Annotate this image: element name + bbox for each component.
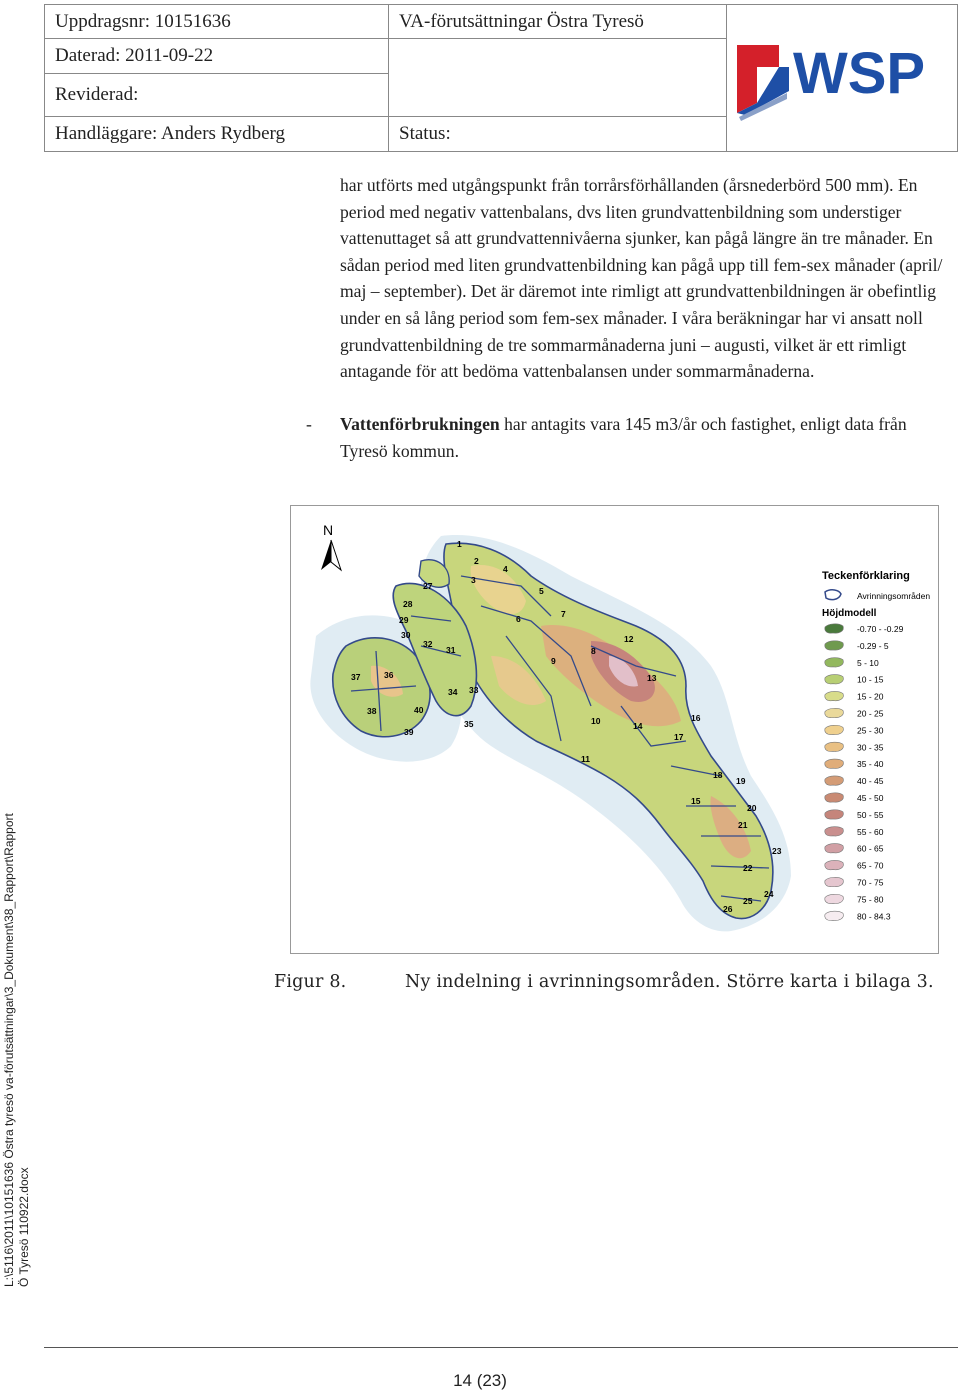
legend-swatch (825, 844, 844, 853)
legend-item-label: 60 - 65 (857, 843, 884, 854)
legend-item-label: -0.29 - 5 (857, 640, 889, 651)
area-label-35: 35 (464, 719, 474, 729)
area-label-29: 29 (399, 615, 409, 625)
page-number: 14 (23) (453, 1371, 507, 1390)
catchment-map-figure (290, 505, 939, 954)
wsp-logo-text: WSP (793, 41, 926, 106)
document-header (44, 4, 958, 152)
area-label-19: 19 (736, 776, 746, 786)
legend-swatch (825, 810, 844, 819)
area-label-16: 16 (691, 713, 701, 723)
area-label-22: 22 (743, 863, 753, 873)
area-label-8: 8 (591, 646, 596, 656)
legend-item-label: 55 - 60 (857, 826, 884, 837)
area-label-33: 33 (469, 685, 479, 695)
map-canvas (291, 506, 940, 955)
area-label-10: 10 (591, 716, 601, 726)
area-label-7: 7 (561, 609, 566, 619)
area-label-11: 11 (581, 754, 590, 764)
area-label-30: 30 (401, 630, 411, 640)
legend-item-label: 20 - 25 (857, 708, 884, 719)
area-label-18: 18 (713, 770, 723, 780)
legend-swatch (825, 675, 844, 684)
logo-cell (726, 4, 958, 152)
area-label-27: 27 (423, 581, 433, 591)
project-title: VA-förutsättningar Östra Tyresö (388, 4, 727, 39)
wsp-logo (727, 5, 959, 153)
area-label-17: 17 (674, 732, 684, 742)
legend-swatch (825, 911, 844, 920)
area-label-21: 21 (738, 820, 748, 830)
legend-item-label: 75 - 80 (857, 894, 884, 905)
legend-swatch (825, 742, 844, 751)
file-path-line-2: Ö Tyresö 110922.docx (17, 1167, 31, 1287)
legend-swatch (825, 827, 844, 836)
legend-swatch (825, 793, 844, 802)
legend-swatch (825, 894, 844, 903)
area-label-4: 4 (503, 564, 508, 574)
north-label: N (323, 522, 334, 538)
legend-item-label: 5 - 10 (857, 657, 879, 668)
legend-swatch (825, 860, 844, 869)
legend-swatch (825, 691, 844, 700)
legend-swatch (825, 877, 844, 886)
legend-swatch (825, 708, 844, 717)
daterad: Daterad: 2011-09-22 (44, 38, 389, 74)
legend-item-label: 50 - 55 (857, 809, 884, 820)
area-label-39: 39 (404, 727, 414, 737)
area-label-25: 25 (743, 896, 753, 906)
catchment-boundary-icon (825, 590, 841, 600)
figure-label: Figur 8. (274, 972, 347, 992)
bullet-text-block (340, 411, 955, 464)
bullet-bold-term: Vattenförbrukningen (340, 414, 500, 434)
file-path-margin (2, 813, 36, 1287)
area-label-6: 6 (516, 614, 521, 624)
area-label-31: 31 (446, 645, 456, 655)
area-label-36: 36 (384, 670, 394, 680)
legend-title: Teckenförklaring (822, 570, 910, 582)
legend-swatch (825, 725, 844, 734)
legend-item-label: 80 - 84.3 (857, 911, 891, 922)
area-label-14: 14 (633, 721, 643, 731)
area-label-20: 20 (747, 803, 757, 813)
legend-item-label: 30 - 35 (857, 742, 884, 753)
area-label-28: 28 (403, 599, 413, 609)
north-arrow-icon (321, 522, 341, 570)
legend-item-label: 25 - 30 (857, 725, 884, 736)
figure-caption-text: Ny indelning i avrinningsområden. Större karta i bilaga 3. (405, 972, 934, 992)
file-path-line-1: L:\5116\2011\10151636 Östra tyresö va-förutsättningar\3_Dokument\38_Rapport\Rapport (2, 813, 16, 1287)
legend-item-label: 65 - 70 (857, 860, 884, 871)
status: Status: (388, 116, 727, 152)
area-label-12: 12 (624, 634, 634, 644)
handlaggare: Handläggare: Anders Rydberg (44, 116, 389, 152)
area-label-37: 37 (351, 672, 361, 682)
legend-area-label: Avrinningsområden (857, 591, 931, 601)
area-label-15: 15 (691, 796, 701, 806)
area-label-1: 1 (457, 539, 462, 549)
legend-swatch (825, 759, 844, 768)
legend-swatch (825, 776, 844, 785)
paragraph-text: har utförts med utgångspunkt från torrårsförhållanden (årsnederbörd 500 mm). En period med negativ vattenbalans, dvs liten grundvattenbildning som understiger vattenuttaget så att grundvattennivåerna sjunker, kan pågå längre än tre månader. En sådan period med liten grundvattenbildning kan pågå upp till fem-sex månader (april/ maj – september). Det är däremot inte rimligt att grundvattenbildningen är obefintlig under en så lång period som fem-sex månader. I våra beräkningar har vi ansatt noll grundvattenbildning de tre sommarmånaderna juni – augusti, vilket är ett rimligt antagande för att bedöma vattenbalansen under sommarmånaderna. (340, 175, 943, 382)
legend-item-label: 10 - 15 (857, 674, 884, 685)
area-label-40: 40 (414, 705, 424, 715)
area-label-38: 38 (367, 706, 377, 716)
area-label-5: 5 (539, 586, 544, 596)
area-label-3: 3 (471, 575, 476, 585)
header-blank-cell (388, 38, 727, 117)
legend-swatch (825, 624, 844, 633)
area-label-9: 9 (551, 656, 556, 666)
bullet-dash: - (306, 414, 312, 434)
area-label-23: 23 (772, 846, 782, 856)
legend-item-label: 70 - 75 (857, 877, 884, 888)
legend-swatch (825, 641, 844, 650)
legend-item-label: 35 - 40 (857, 759, 884, 770)
reviderad: Reviderad: (44, 73, 389, 117)
bullet-text: har antagits vara 145 m3/år och fastighet, enligt data från Tyresö kommun. (340, 414, 907, 461)
legend-item-label: -0.70 - -0.29 (857, 624, 904, 634)
area-label-26: 26 (723, 904, 733, 914)
legend-elevation-title: Höjdmodell (822, 608, 877, 619)
body-paragraph (340, 172, 955, 385)
area-label-34: 34 (448, 687, 458, 697)
area-label-32: 32 (423, 639, 433, 649)
uppdragsnr: Uppdragsnr: 10151636 (44, 4, 389, 39)
map-legend (822, 570, 930, 921)
legend-item-label: 15 - 20 (857, 691, 884, 702)
area-label-13: 13 (647, 673, 657, 683)
footer-divider (44, 1347, 958, 1348)
legend-swatch (825, 658, 844, 667)
legend-item-label: 45 - 50 (857, 793, 884, 803)
area-label-24: 24 (764, 889, 774, 899)
legend-item-label: 40 - 45 (857, 776, 884, 787)
area-label-2: 2 (474, 556, 479, 566)
